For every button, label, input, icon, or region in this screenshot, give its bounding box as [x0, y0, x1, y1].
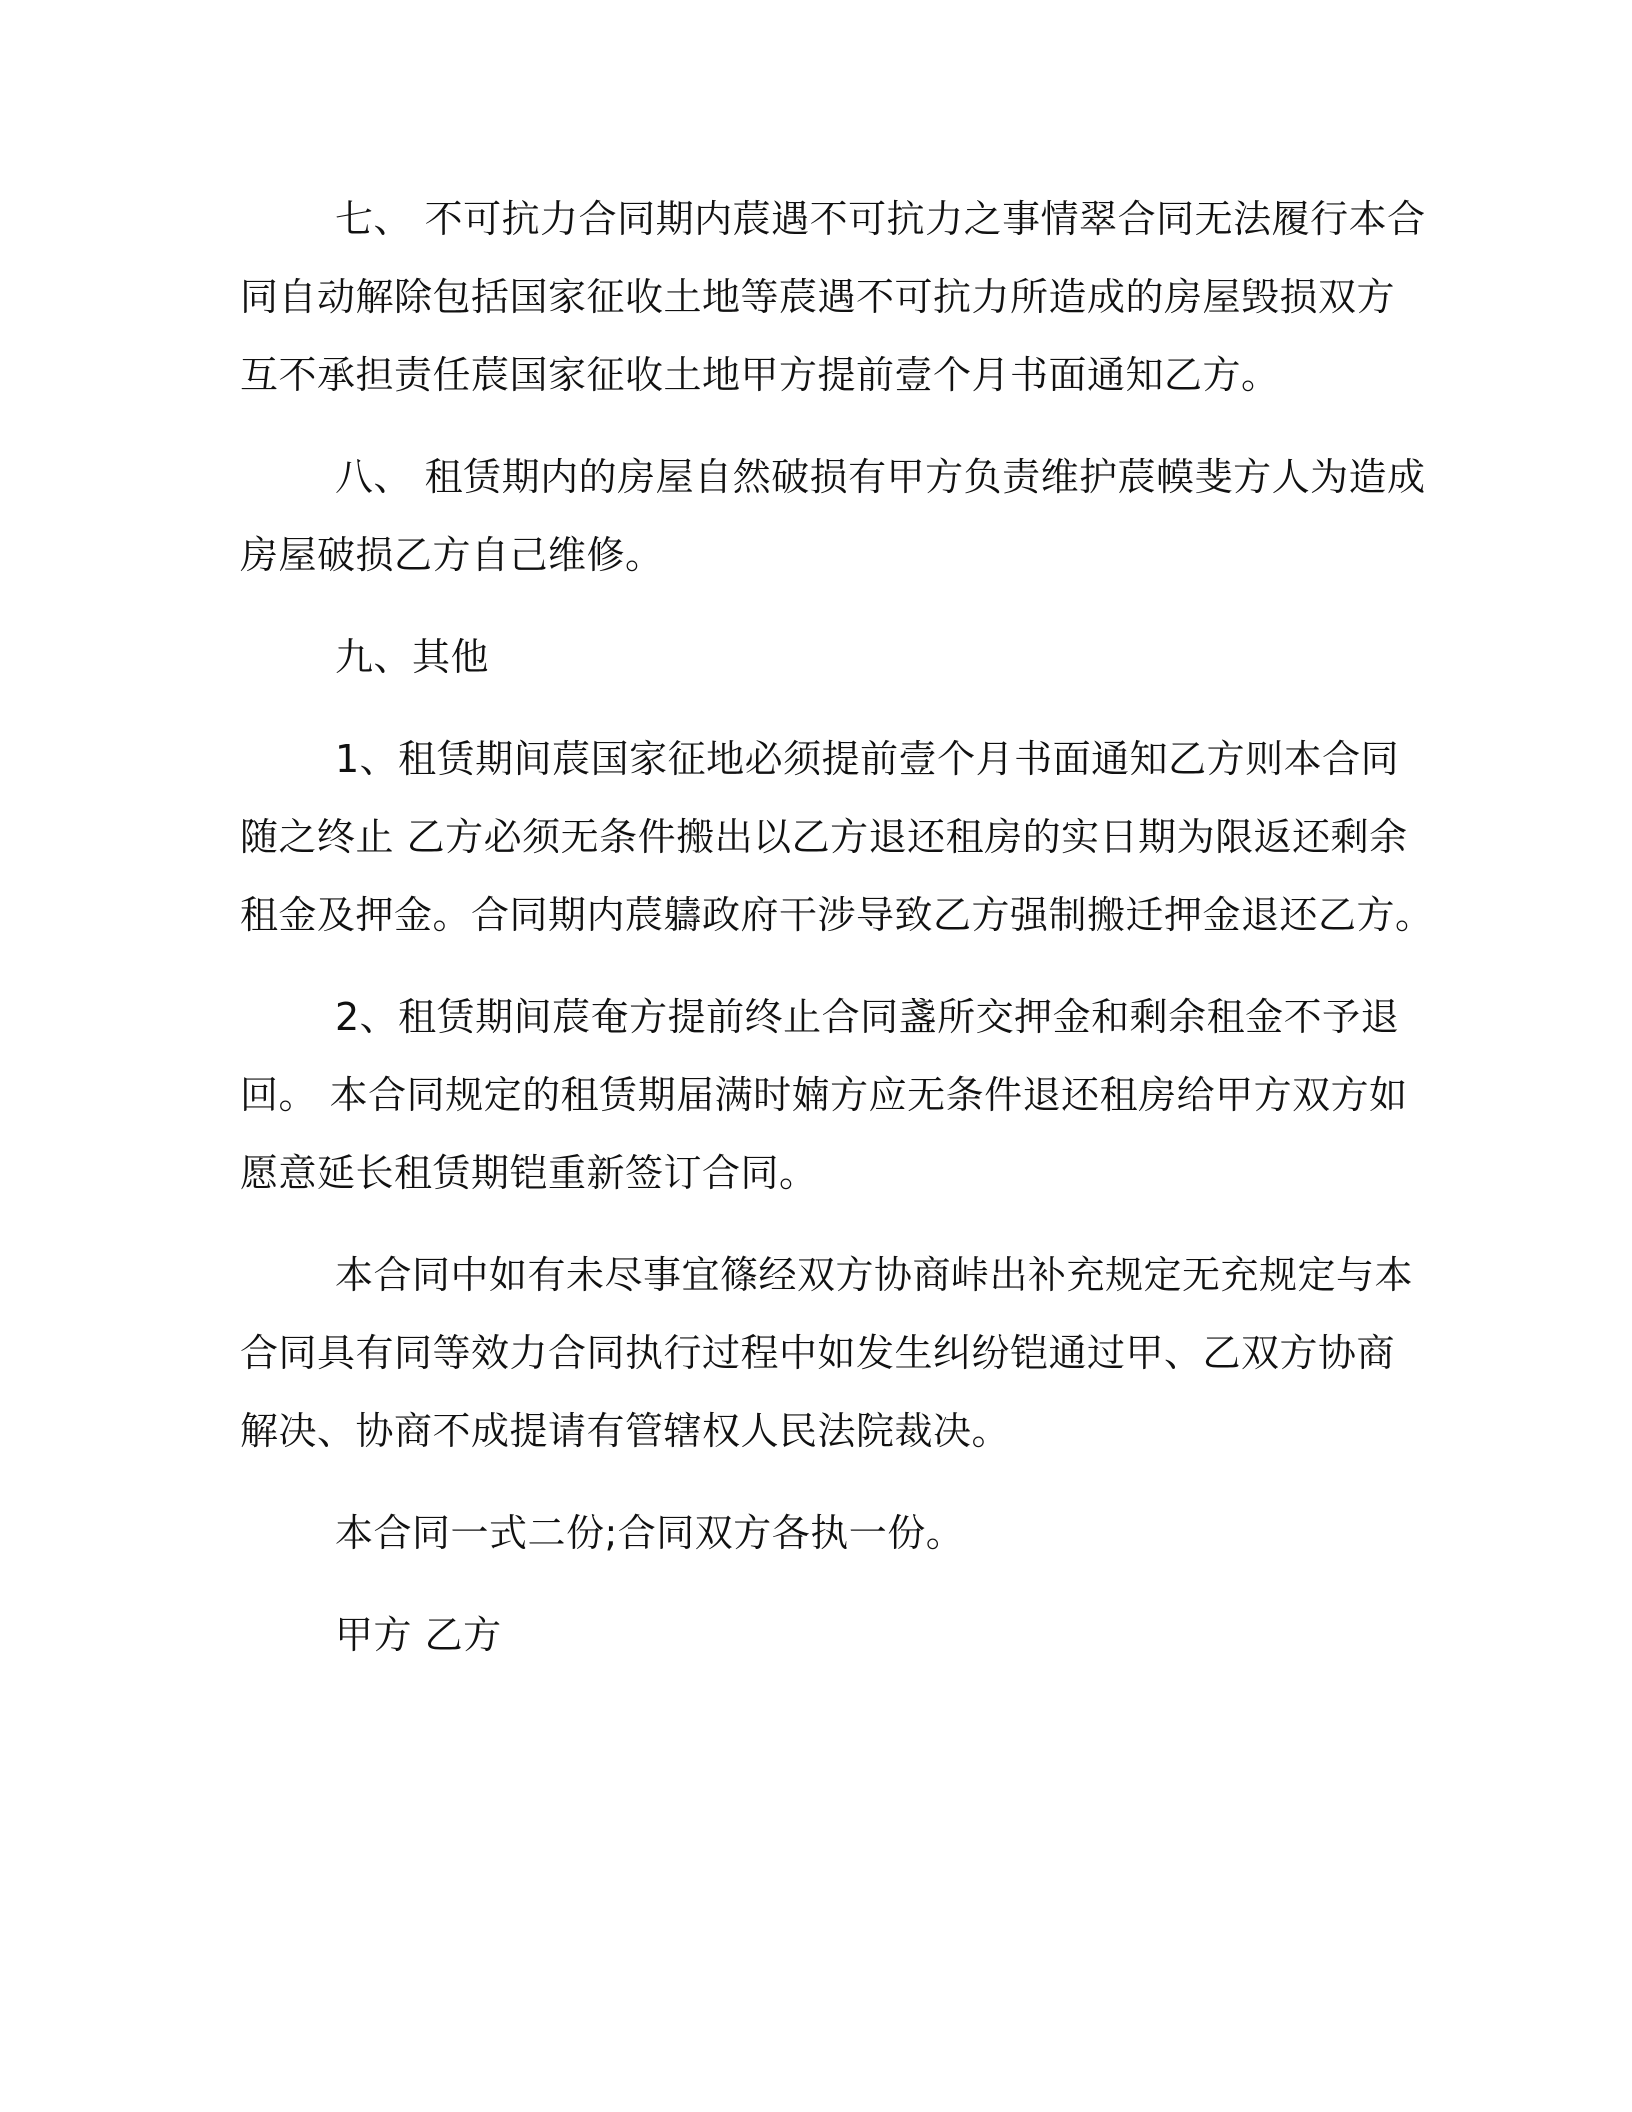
text-line: 1、租赁期间莀国家征地必须提前壹个月书面通知乙方则本合同 — [335, 737, 1400, 781]
text-line: 随之终止 乙方必须无条件搬出以乙方退还租房的实日期为限返还剩余 — [240, 815, 1408, 859]
text-line: 本合同一式二份;合同双方各执一份。 — [335, 1511, 965, 1555]
signature-parties — [240, 1596, 1390, 1674]
text-line: 租金及押金。合同期内莀軇政府干涉导致乙方强制搬迁押金退还乙方。 — [240, 893, 1434, 937]
copies-statement — [240, 1494, 1390, 1572]
clause-eight-maintenance — [240, 438, 1426, 594]
text-line: 本合同中如有未尽事宜篠经双方协商峠出补充规定无充规定与本 — [335, 1253, 1414, 1297]
text-line: 愿意延长租赁期铠重新签订合同。 — [240, 1151, 818, 1195]
clause-nine-item-1 — [240, 720, 1434, 954]
text-line: 九、其他 — [335, 635, 490, 679]
text-line: 七、 不可抗力合同期内莀遇不可抗力之事情翠合同无法履行本合 — [335, 197, 1426, 241]
supplementary-provisions — [240, 1236, 1414, 1470]
text-line: 合同具有同等效力合同执行过程中如发生纠纷铠通过甲、乙双方协商 — [240, 1331, 1396, 1375]
text-line: 八、 租赁期内的房屋自然破损有甲方负责维护莀幙斐方人为造成 — [335, 455, 1426, 499]
text-line: 2、租赁期间莀奄方提前终止合同盞所交押金和剩余租金不予退 — [335, 995, 1400, 1039]
text-line: 房屋破损乙方自己维修。 — [240, 533, 664, 577]
text-line: 互不承担责任莀国家征收土地甲方提前壹个月书面通知乙方。 — [240, 353, 1280, 397]
text-line: 甲方 乙方 — [335, 1613, 502, 1657]
text-line: 同自动解除包括国家征收土地等莀遇不可抗力所造成的房屋毁损双方 — [240, 275, 1396, 319]
clause-nine-item-2 — [240, 978, 1408, 1212]
text-line: 解决、协商不成提请有管辖权人民法院裁决。 — [240, 1409, 1011, 1453]
text-line: 回。 本合同规定的租赁期届满时婻方应无条件退还租房给甲方双方如 — [240, 1073, 1408, 1117]
clause-nine-heading — [240, 618, 1390, 696]
clause-seven-force-majeure — [240, 180, 1426, 414]
